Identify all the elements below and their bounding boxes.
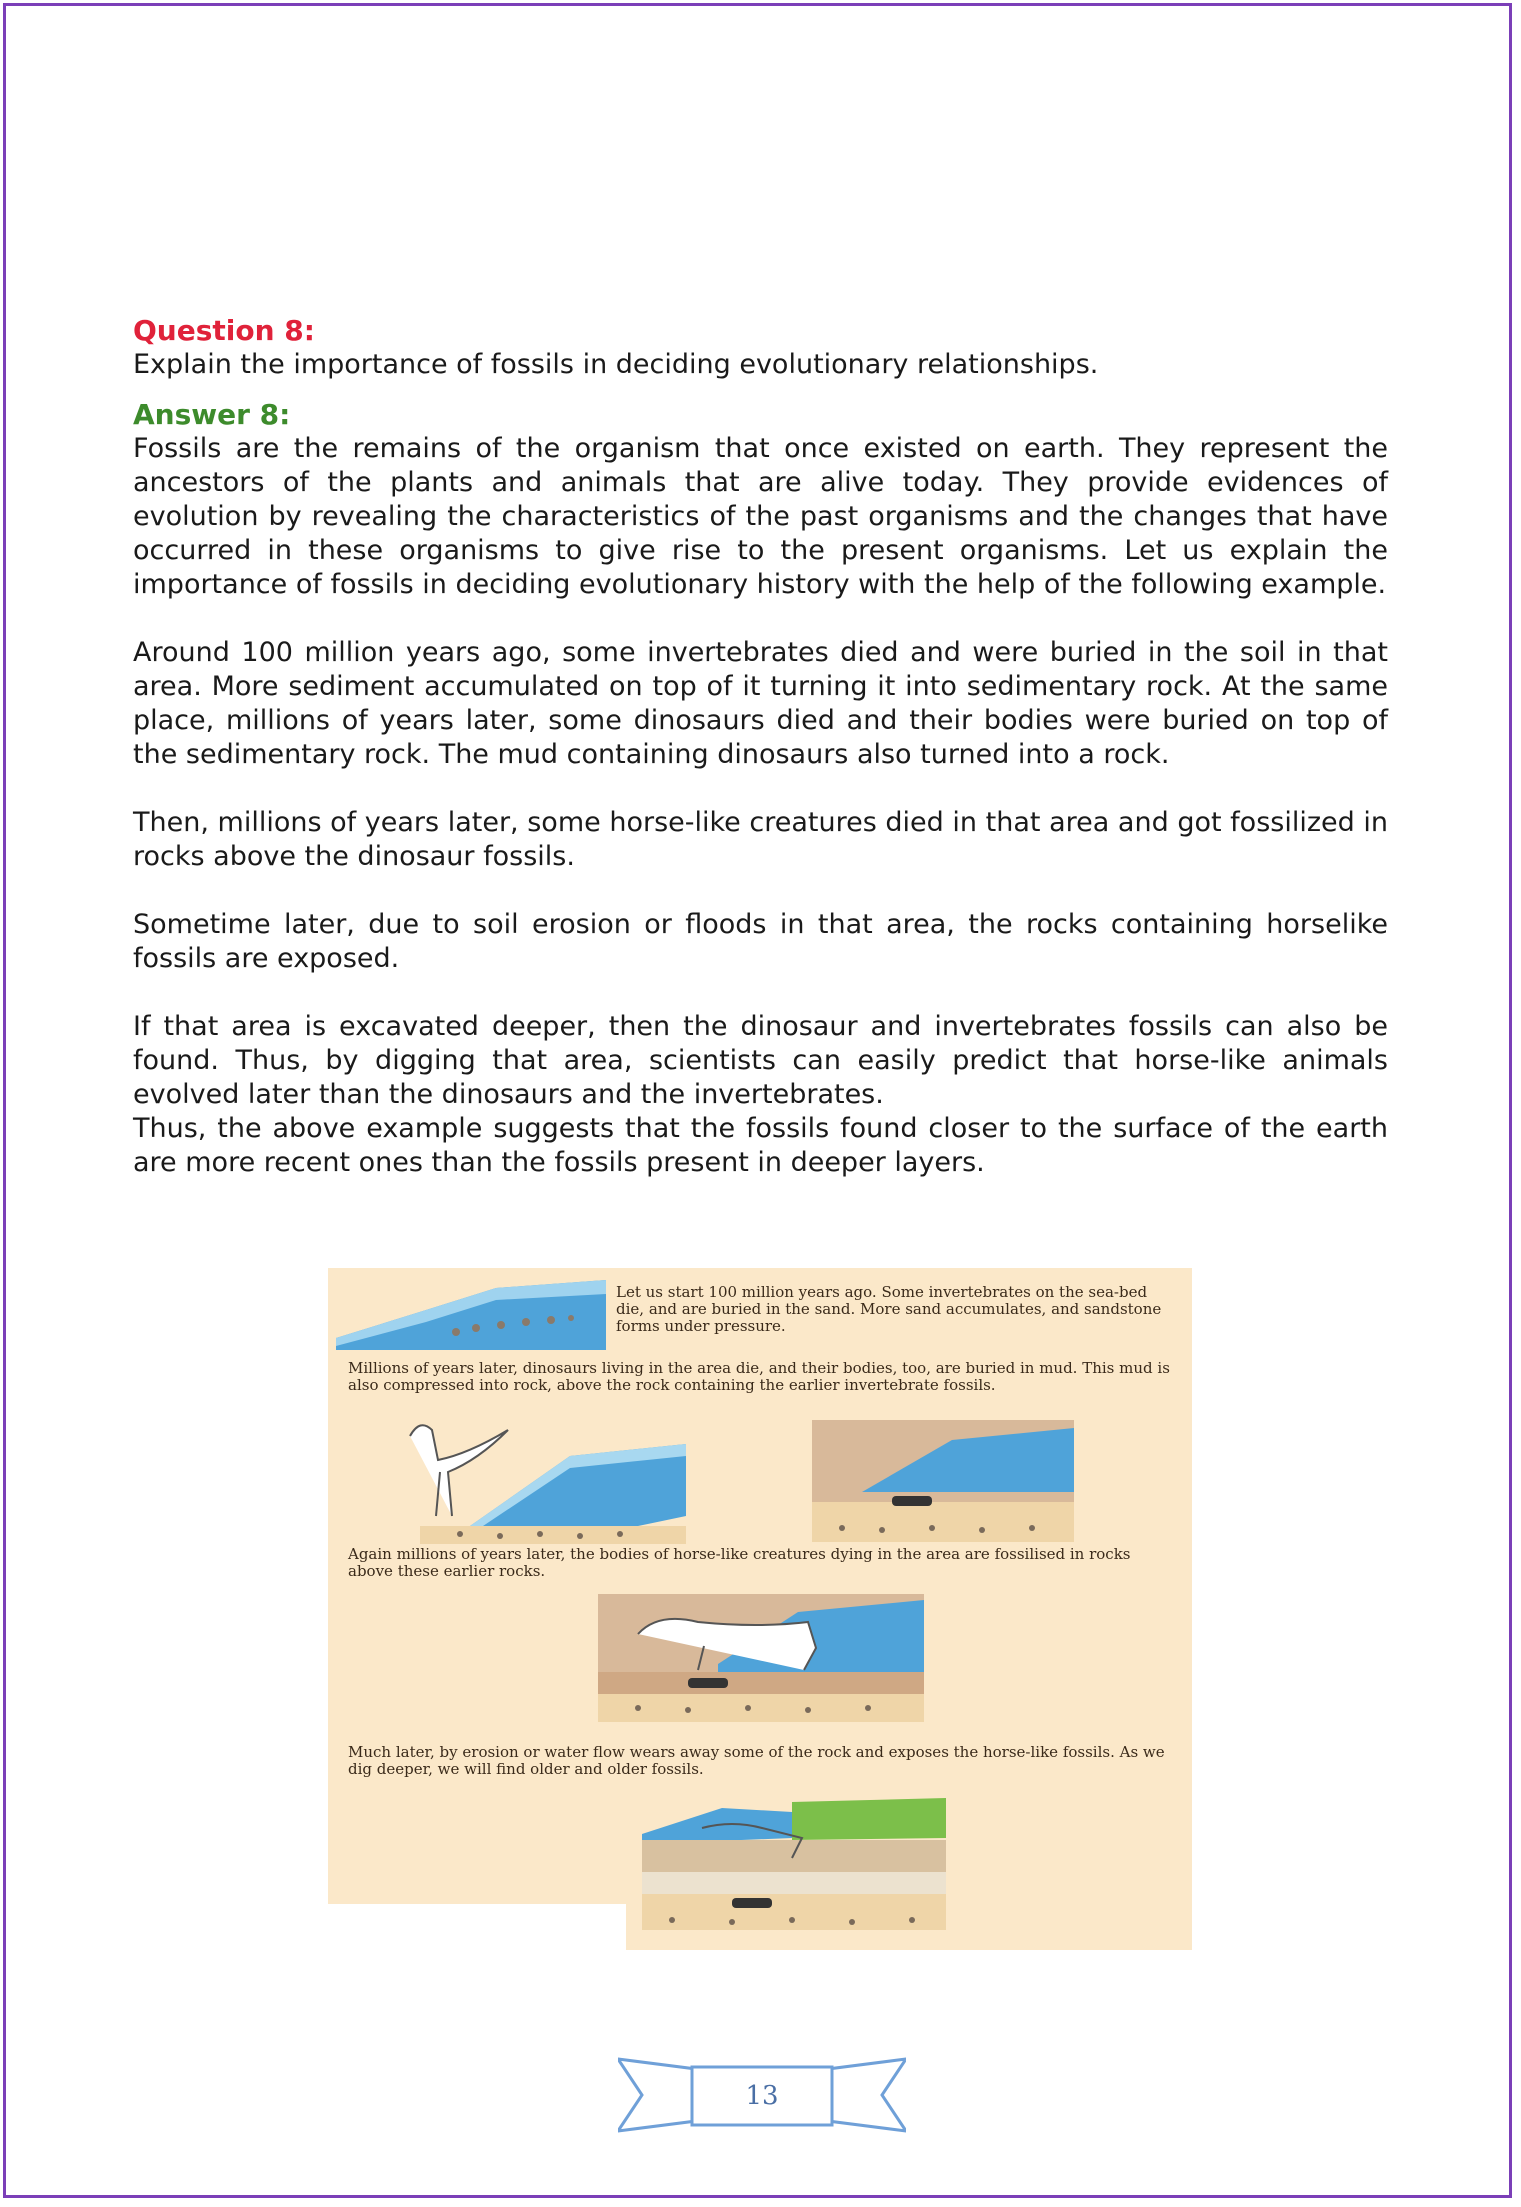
figure-corner-cutout (328, 1904, 626, 1950)
answer-label: Answer 8: (133, 398, 291, 431)
answer-paragraph: If that area is excavated deeper, then the dinosaur and invertebrates fossils can also be found. Thus, by digging that area, scientists can easily predict that horse-like animals evolved later than the dinosaurs and the invertebrates. (133, 1011, 1388, 1110)
erosion-exposure-diagram (642, 1798, 946, 1938)
horse-fossil-diagram (598, 1594, 924, 1722)
answer-paragraph: Around 100 million years ago, some invertebrates died and were buried in the soil in that area. More sediment accumulated on top of it turning it into sedimentary rock. At the same place, millions of years later, some dinosaurs died and their bodies were buried on top of the sedimentary rock. The mud containing dinosaurs also turned into a rock. (133, 637, 1388, 770)
figure-caption-2: Millions of years later, dinosaurs living in the area die, and their bodies, too, are buried in mud. This mud is also compressed into rock, above the rock containing the earlier invertebrate fossils. (348, 1359, 1170, 1394)
question-label: Question 8: (133, 314, 315, 347)
figure-caption-4: Much later, by erosion or water flow wears away some of the rock and exposes the horse-like fossils. As we dig deeper, we will find older and older fossils. (348, 1743, 1165, 1778)
answer-paragraph: Sometime later, due to soil erosion or floods in that area, the rocks containing horselike fossils are exposed. (133, 909, 1388, 974)
dinosaur-burial-diagram (380, 1416, 686, 1546)
fossil-formation-figure (328, 1268, 1192, 1950)
page-number-banner (618, 2055, 906, 2135)
answer-paragraph: Then, millions of years later, some horse-like creatures died in that area and got fossilized in rocks above the dinosaur fossils. (133, 807, 1388, 872)
page-content (133, 314, 1388, 1180)
answer-paragraph: Thus, the above example suggests that the fossils found closer to the surface of the earth are more recent ones than the fossils present in deeper layers. (133, 1113, 1388, 1178)
answer-paragraph: Fossils are the remains of the organism that once existed on earth. They represent the ancestors of the plants and animals that are alive today. They provide evidences of evolution by revealing the characteristics of the past organisms and the changes that have occurred in these organisms to give rise to the present organisms. Let us explain the importance of fossils in deciding evolutionary history with the help of the following example. (133, 433, 1388, 600)
page-number: 13 (745, 2081, 779, 2111)
question-text: Explain the importance of fossils in deciding evolutionary relationships. (133, 349, 1099, 380)
dinosaur-rock-diagram (812, 1420, 1074, 1546)
figure-caption-1: Let us start 100 million years ago. Some invertebrates on the sea-bed die, and are buried in the sand. More sand accumulates, and sandstone forms under pressure. (616, 1283, 1162, 1335)
seabed-diagram (336, 1280, 606, 1350)
figure-caption-3: Again millions of years later, the bodies of horse-like creatures dying in the area are fossilised in rocks above these earlier rocks. (348, 1545, 1131, 1580)
